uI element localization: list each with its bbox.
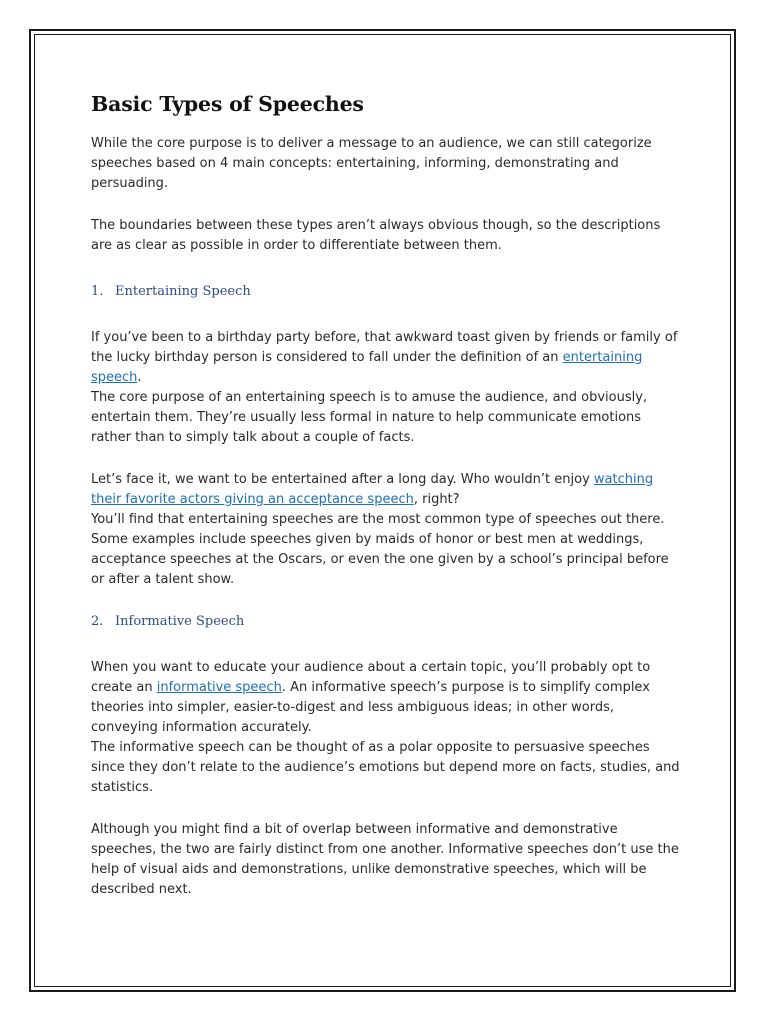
informative-speech-link[interactable]: informative speech: [156, 680, 282, 695]
paragraph-text: If you’ve been to a birthday party before, that awkward toast given by friends or family of the lucky birthday person is considered to fall under the definition of an: [91, 330, 678, 365]
informative-paragraph-2: The informative speech can be thought of as a polar opposite to persuasive speeches since they don’t relate to the audience’s emotions but depend more on facts, studies, and statistics.: [91, 740, 680, 795]
entertaining-paragraph-1: [91, 328, 681, 388]
paragraph-text: .: [137, 370, 142, 385]
section-number: 1.: [91, 284, 104, 299]
entertaining-paragraph-4: You’ll find that entertaining speeches are the most common type of speeches out there. Some examples include speeches given by maids of honor or best men at weddings, acceptance speeches at the Oscars, or even the one given by a school’s principal before or after a talent show.: [91, 512, 669, 587]
section-title: Entertaining Speech: [115, 284, 251, 299]
entertaining-paragraph-2: The core purpose of an entertaining speech is to amuse the audience, and obviously, entertain them. They’re usually less formal in nature to help communicate emotions rather than to simply talk about a couple of facts.: [91, 390, 648, 445]
acceptance-speech-link[interactable]: watching their favorite actors giving an acceptance speech: [91, 472, 654, 507]
paragraph-text: . An informative speech’s purpose is to simplify complex theories into simpler, easier-to-digest and less ambiguous ideas; in other words, conveying information accurately.: [91, 680, 650, 735]
page-title: Basic Types of Speeches: [91, 92, 364, 116]
document-body: [91, 92, 681, 900]
intro-paragraph-1: While the core purpose is to deliver a message to an audience, we can still categorize speeches based on 4 main concepts: entertaining, informing, demonstrating and persuading.: [91, 136, 652, 191]
section-heading-informative: [91, 612, 681, 632]
entertaining-speech-link[interactable]: entertaining speech: [91, 350, 643, 385]
section-title: Informative Speech: [115, 614, 245, 629]
section-number: 2.: [91, 614, 104, 629]
paragraph-text: , right?: [413, 492, 460, 507]
informative-paragraph-3: Although you might find a bit of overlap between informative and demonstrative speeches, the two are fairly distinct from one another. Informative speeches don’t use the help of visual aids and demonstrations, unlike demonstrative speeches, which will be described next.: [91, 822, 679, 897]
entertaining-paragraph-3: [91, 470, 681, 510]
intro-paragraph-2: The boundaries between these types aren’t always obvious though, so the descriptions are as clear as possible in order to differentiate between them.: [91, 218, 661, 253]
section-heading-entertaining: [91, 282, 681, 302]
paragraph-text: When you want to educate your audience about a certain topic, you’ll probably opt to create an: [91, 660, 651, 695]
informative-paragraph-1: [91, 658, 681, 738]
paragraph-text: Let’s face it, we want to be entertained after a long day. Who wouldn’t enjoy: [91, 472, 594, 487]
